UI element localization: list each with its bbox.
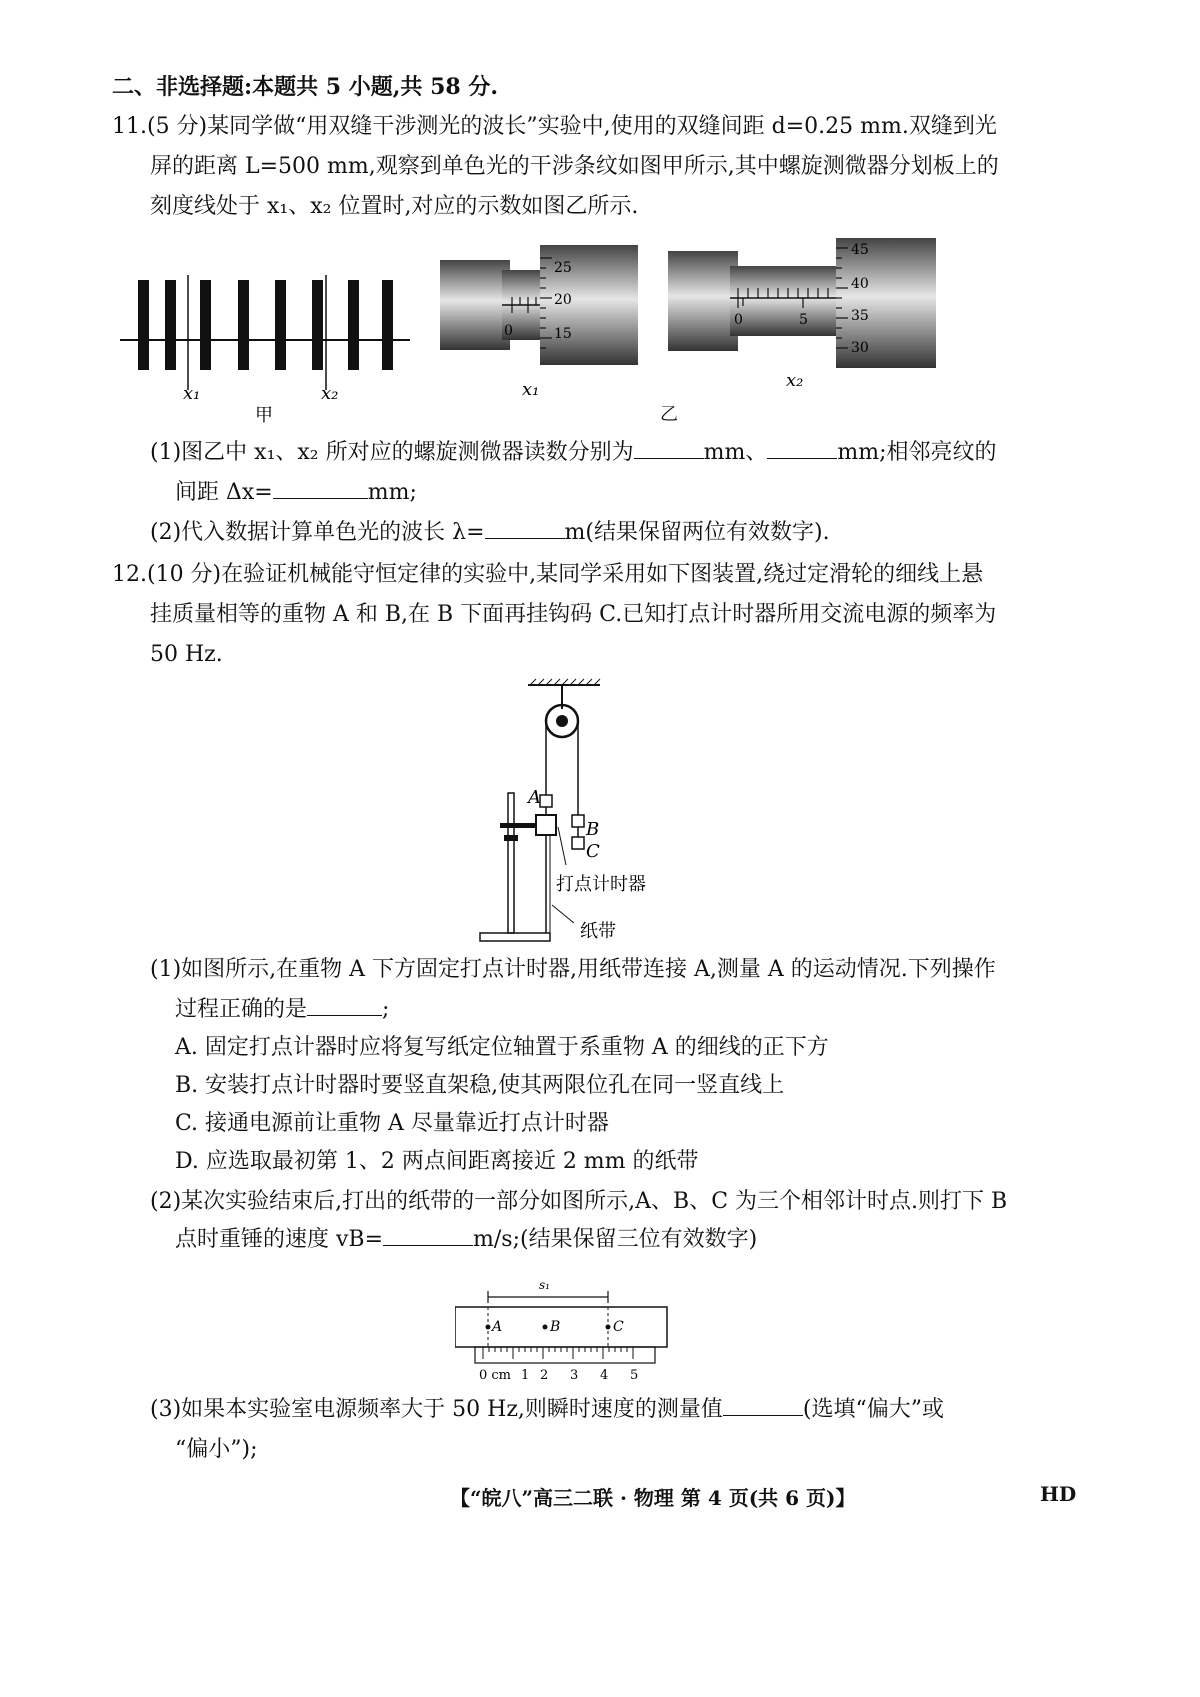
tape-point-A: A — [492, 1319, 503, 1335]
fig-jia-caption: 甲 — [255, 405, 273, 425]
q12-p2-text-c: m/s;(结果保留三位有效数字) — [473, 1227, 758, 1252]
q12-p2-text-b: 点时重锤的速度 vB= — [175, 1227, 384, 1252]
m2-tick-40: 40 — [851, 276, 869, 292]
q11-p1-text-d: 间距 Δx= — [175, 480, 273, 505]
page-footer: 【“皖八”高三二联 · 物理 第 4 页(共 6 页)】 — [450, 1486, 856, 1510]
q11-line3: 刻度线处于 x₁、x₂ 位置时,对应的示数如图乙所示. — [150, 194, 639, 219]
q12-part3-line1 — [150, 1395, 944, 1425]
fringe-x2-label: x₂ — [321, 383, 339, 404]
q12-p3-text-a: (3)如果本实验室电源频率大于 50 Hz,则瞬时速度的测量值 — [150, 1397, 723, 1422]
q11-p2-text-a: (2)代入数据计算单色光的波长 λ= — [150, 520, 485, 545]
q11-line1: 11.(5 分)某同学做“用双缝干涉测光的波长”实验中,使用的双缝间距 d=0.25 mm.双缝到光 — [112, 114, 997, 139]
m1-sleeve-zero: 0 — [504, 323, 513, 339]
q12-part1-line2 — [175, 995, 389, 1025]
ruler-num-4: 4 — [600, 1368, 609, 1383]
answer-blank-lambda[interactable] — [485, 518, 565, 539]
q12-line3: 50 Hz. — [150, 642, 223, 667]
q11-part2 — [150, 518, 830, 548]
q12-part3-line2: “偏小”); — [175, 1437, 258, 1462]
q11-part1-cont — [175, 478, 417, 508]
q11-part1 — [150, 438, 996, 468]
ruler-zero-label: 0 cm — [479, 1368, 512, 1383]
m2-tick-30: 30 — [851, 340, 869, 356]
q12-part2-line2 — [175, 1225, 757, 1255]
answer-blank-x1[interactable] — [634, 438, 704, 459]
q11-p1-text-a: (1)图乙中 x₁、x₂ 所对应的螺旋测微器读数分别为 — [150, 440, 634, 465]
q11-p1-text-b: mm、 — [703, 440, 768, 465]
option-d: D. 应选取最初第 1、2 两点间距离接近 2 mm 的纸带 — [175, 1149, 699, 1174]
apparatus-figure — [470, 675, 690, 950]
option-a: A. 固定打点计器时应将复写纸定位轴置于系重物 A 的细线的正下方 — [175, 1035, 829, 1060]
apparatus-label-B: B — [586, 819, 600, 840]
m2-tick-35: 35 — [851, 308, 869, 324]
answer-blank-x2[interactable] — [767, 438, 837, 459]
m1-tick-15: 15 — [554, 326, 572, 342]
fringe-figure — [120, 265, 410, 425]
q12-part1-line1: (1)如图所示,在重物 A 下方固定打点计时器,用纸带连接 A,测量 A 的运动情况.下列操作 — [150, 957, 996, 982]
q12-line1: 12.(10 分)在验证机械能守恒定律的实验中,某同学采用如下图装置,绕过定滑轮的细线上悬 — [112, 562, 984, 587]
ruler-num-1: 1 — [521, 1368, 530, 1383]
answer-blank-vb[interactable] — [383, 1225, 473, 1246]
ruler-num-2: 2 — [540, 1368, 549, 1383]
m2-sleeve-5: 5 — [799, 312, 808, 328]
tape-ruler-figure — [455, 1275, 670, 1385]
ruler-num-3: 3 — [570, 1368, 579, 1383]
section-heading: 二、非选择题:本题共 5 小题,共 58 分. — [112, 74, 498, 100]
q12-part2-line1: (2)某次实验结束后,打出的纸带的一部分如图所示,A、B、C 为三个相邻计时点.则打下 B — [150, 1189, 1008, 1214]
answer-blank-q12-3[interactable] — [723, 1395, 803, 1416]
m1-label: x₁ — [522, 379, 540, 400]
apparatus-timer-label: 打点计时器 — [556, 874, 646, 895]
apparatus-tape-label: 纸带 — [580, 921, 616, 942]
q11-p1-text-c: mm;相邻亮纹的 — [837, 440, 997, 465]
fig-yi-caption: 乙 — [660, 404, 678, 425]
apparatus-label-C: C — [586, 841, 600, 862]
m2-tick-45: 45 — [851, 242, 869, 258]
micrometer-x2 — [668, 236, 948, 400]
ruler-num-5: 5 — [630, 1368, 639, 1383]
q11-p1-text-e: mm; — [367, 480, 417, 505]
q12-p1-text-c: ; — [382, 997, 390, 1022]
m1-tick-25: 25 — [554, 260, 572, 276]
fringe-x1-label: x₁ — [183, 383, 201, 404]
answer-blank-dx[interactable] — [273, 478, 368, 499]
q12-p3-text-b: (选填“偏大”或 — [802, 1397, 944, 1422]
tape-s1-label: s₁ — [539, 1278, 550, 1292]
option-c: C. 接通电源前让重物 A 尽量靠近打点计时器 — [175, 1111, 609, 1136]
m1-tick-20: 20 — [554, 292, 572, 308]
tape-point-C: C — [613, 1319, 624, 1335]
footer-code: HD — [1040, 1482, 1077, 1506]
option-b: B. 安装打点计时器时要竖直架稳,使其两限位孔在同一竖直线上 — [175, 1073, 785, 1098]
q12-line2: 挂质量相等的重物 A 和 B,在 B 下面再挂钩码 C.已知打点计时器所用交流电源的频率为 — [150, 602, 997, 627]
answer-blank-q12-1[interactable] — [307, 995, 382, 1016]
tape-point-B: B — [550, 1319, 561, 1335]
m2-sleeve-0: 0 — [734, 312, 743, 328]
apparatus-label-A: A — [528, 787, 541, 808]
q11-line2: 屏的距离 L=500 mm,观察到单色光的干涉条纹如图甲所示,其中螺旋测微器分划板上的 — [150, 154, 999, 179]
q11-p2-text-b: m(结果保留两位有效数字). — [564, 520, 830, 545]
q12-p1-text-b: 过程正确的是 — [175, 997, 308, 1022]
micrometer-x1 — [440, 240, 640, 400]
m2-label: x₂ — [786, 370, 804, 391]
